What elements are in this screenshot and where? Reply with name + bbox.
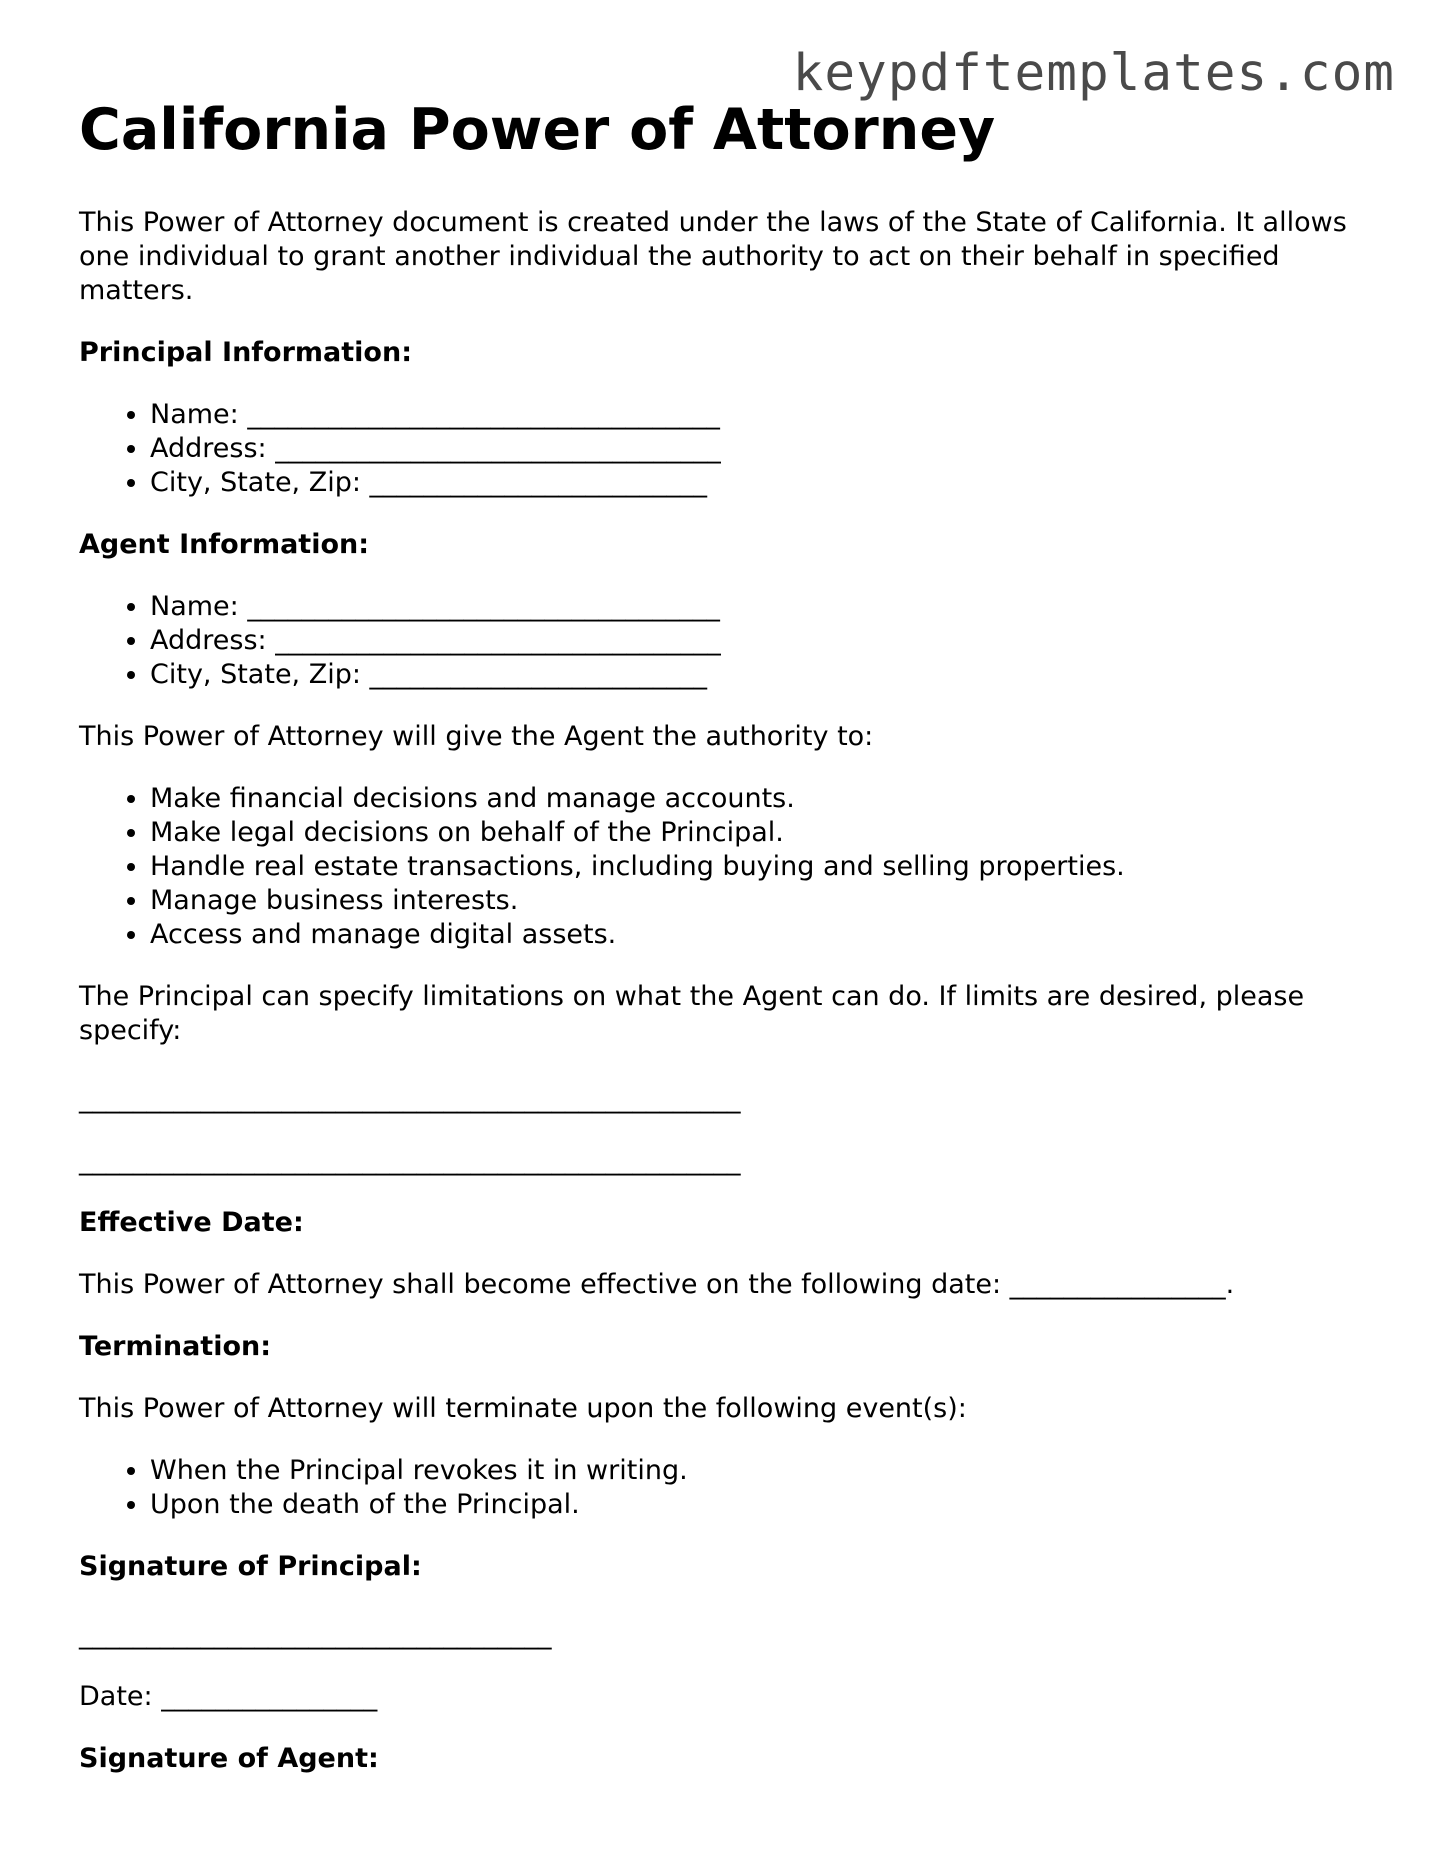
authority-lead: This Power of Attorney will give the Agent the authority to: [79,721,874,752]
termination-heading: Termination: [79,1331,272,1362]
effective-paragraph: This Power of Attorney shall become effective on the following date: ________________. [79,1269,1235,1300]
principal-name-field: • Name: ___________________________________ [150,398,1389,432]
principal-fields [79,398,1389,500]
principal-heading: Principal Information: [79,337,413,368]
agent-heading: Agent Information: [79,529,370,560]
principal-signature-date: Date: ________________ [79,1681,378,1712]
watermark: keypdftemplates.com [792,44,1395,103]
principal-signature-line: ___________________________________ [79,1619,552,1650]
list-item: • Manage business interests. [150,884,1389,918]
document-body [79,206,1389,1804]
list-item: • Make legal decisions on behalf of the Principal. [150,816,1389,850]
agent-address-field: • Address: _________________________________ [150,624,1389,658]
effective-heading: Effective Date: [79,1207,304,1238]
list-item: • Access and manage digital assets. [150,918,1389,952]
termination-lead: This Power of Attorney will terminate upon the following event(s): [79,1393,967,1424]
agent-fields [79,590,1389,692]
agent-city-field: • City, State, Zip: _________________________ [150,658,1389,692]
principal-signature-heading: Signature of Principal: [79,1551,422,1582]
list-item: • Upon the death of the Principal. [150,1488,1389,1522]
list-item: • Handle real estate transactions, including buying and selling properties. [150,850,1389,884]
list-item: • Make financial decisions and manage accounts. [150,782,1389,816]
limitations-line-1: _________________________________________________ [79,1083,741,1114]
limitations-paragraph: The Principal can specify limitations on what the Agent can do. If limits are desired, please specify: [79,981,1305,1046]
document-title: California Power of Attorney [79,97,996,163]
authority-list [79,782,1389,952]
principal-city-field: • City, State, Zip: _________________________ [150,466,1389,500]
principal-address-field: • Address: _________________________________ [150,432,1389,466]
list-item: • When the Principal revokes it in writing. [150,1454,1389,1488]
agent-signature-heading: Signature of Agent: [79,1743,379,1774]
agent-name-field: • Name: ___________________________________ [150,590,1389,624]
limitations-line-2: _________________________________________________ [79,1145,741,1176]
intro-paragraph: This Power of Attorney document is created under the laws of the State of California. It allows one individual to grant another individual the authority to act on their behalf in specified matters. [79,207,1347,306]
termination-list [79,1454,1389,1522]
